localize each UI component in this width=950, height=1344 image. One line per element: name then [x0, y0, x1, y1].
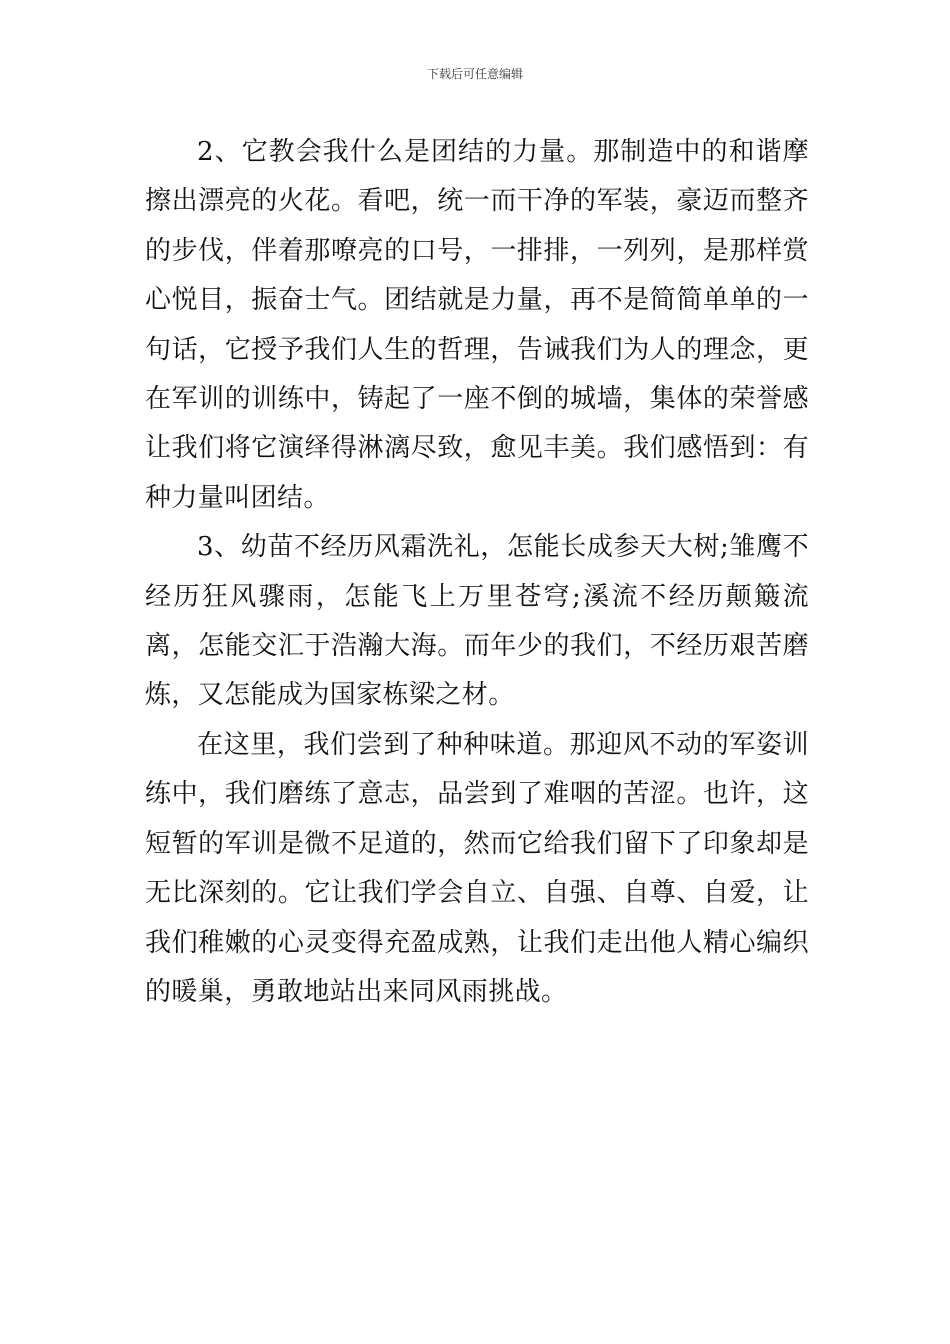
page-header: 下载后可任意编辑: [426, 67, 523, 81]
paragraph-unity: 2、它教会我什么是团结的力量。那制造中的和谐摩擦出漂亮的火花。看吧，统一而干净的军装，豪迈而整齐的步伐，伴着那嘹亮的口号，一排排，一列列，是那样赏心悦目，振奋士气。团结就是力量，再不是简简单单的一句话，它授予我们人生的哲理，告诫我们为人的理念，更在军训的训练中，铸起了一座不倒的城墙，集体的荣誉感让我们将它演绎得淋漓尽致，愈见丰美。我们感悟到：有种力量叫团结。: [145, 137, 809, 513]
paragraph-growth: 3、幼苗不经历风霜洗礼，怎能长成参天大树;雏鹰不经历狂风骤雨，怎能飞上万里苍穹;溪流不经历颠簸流离，怎能交汇于浩瀚大海。而年少的我们，不经历艰苦磨炼，又怎能成为国家栋梁之材。: [145, 532, 809, 711]
document-body: [145, 128, 809, 1017]
paragraph-experience: 在这里，我们尝到了种种味道。那迎风不动的军姿训练中，我们磨练了意志，品尝到了难咽的苦涩。也许，这短暂的军训是微不足道的，然而它给我们留下了印象却是无比深刻的。它让我们学会自立、自强、自尊、自爱，让我们稚嫩的心灵变得充盈成熟，让我们走出他人精心编织的暖巢，勇敢地站出来同风雨挑战。: [145, 729, 809, 1007]
